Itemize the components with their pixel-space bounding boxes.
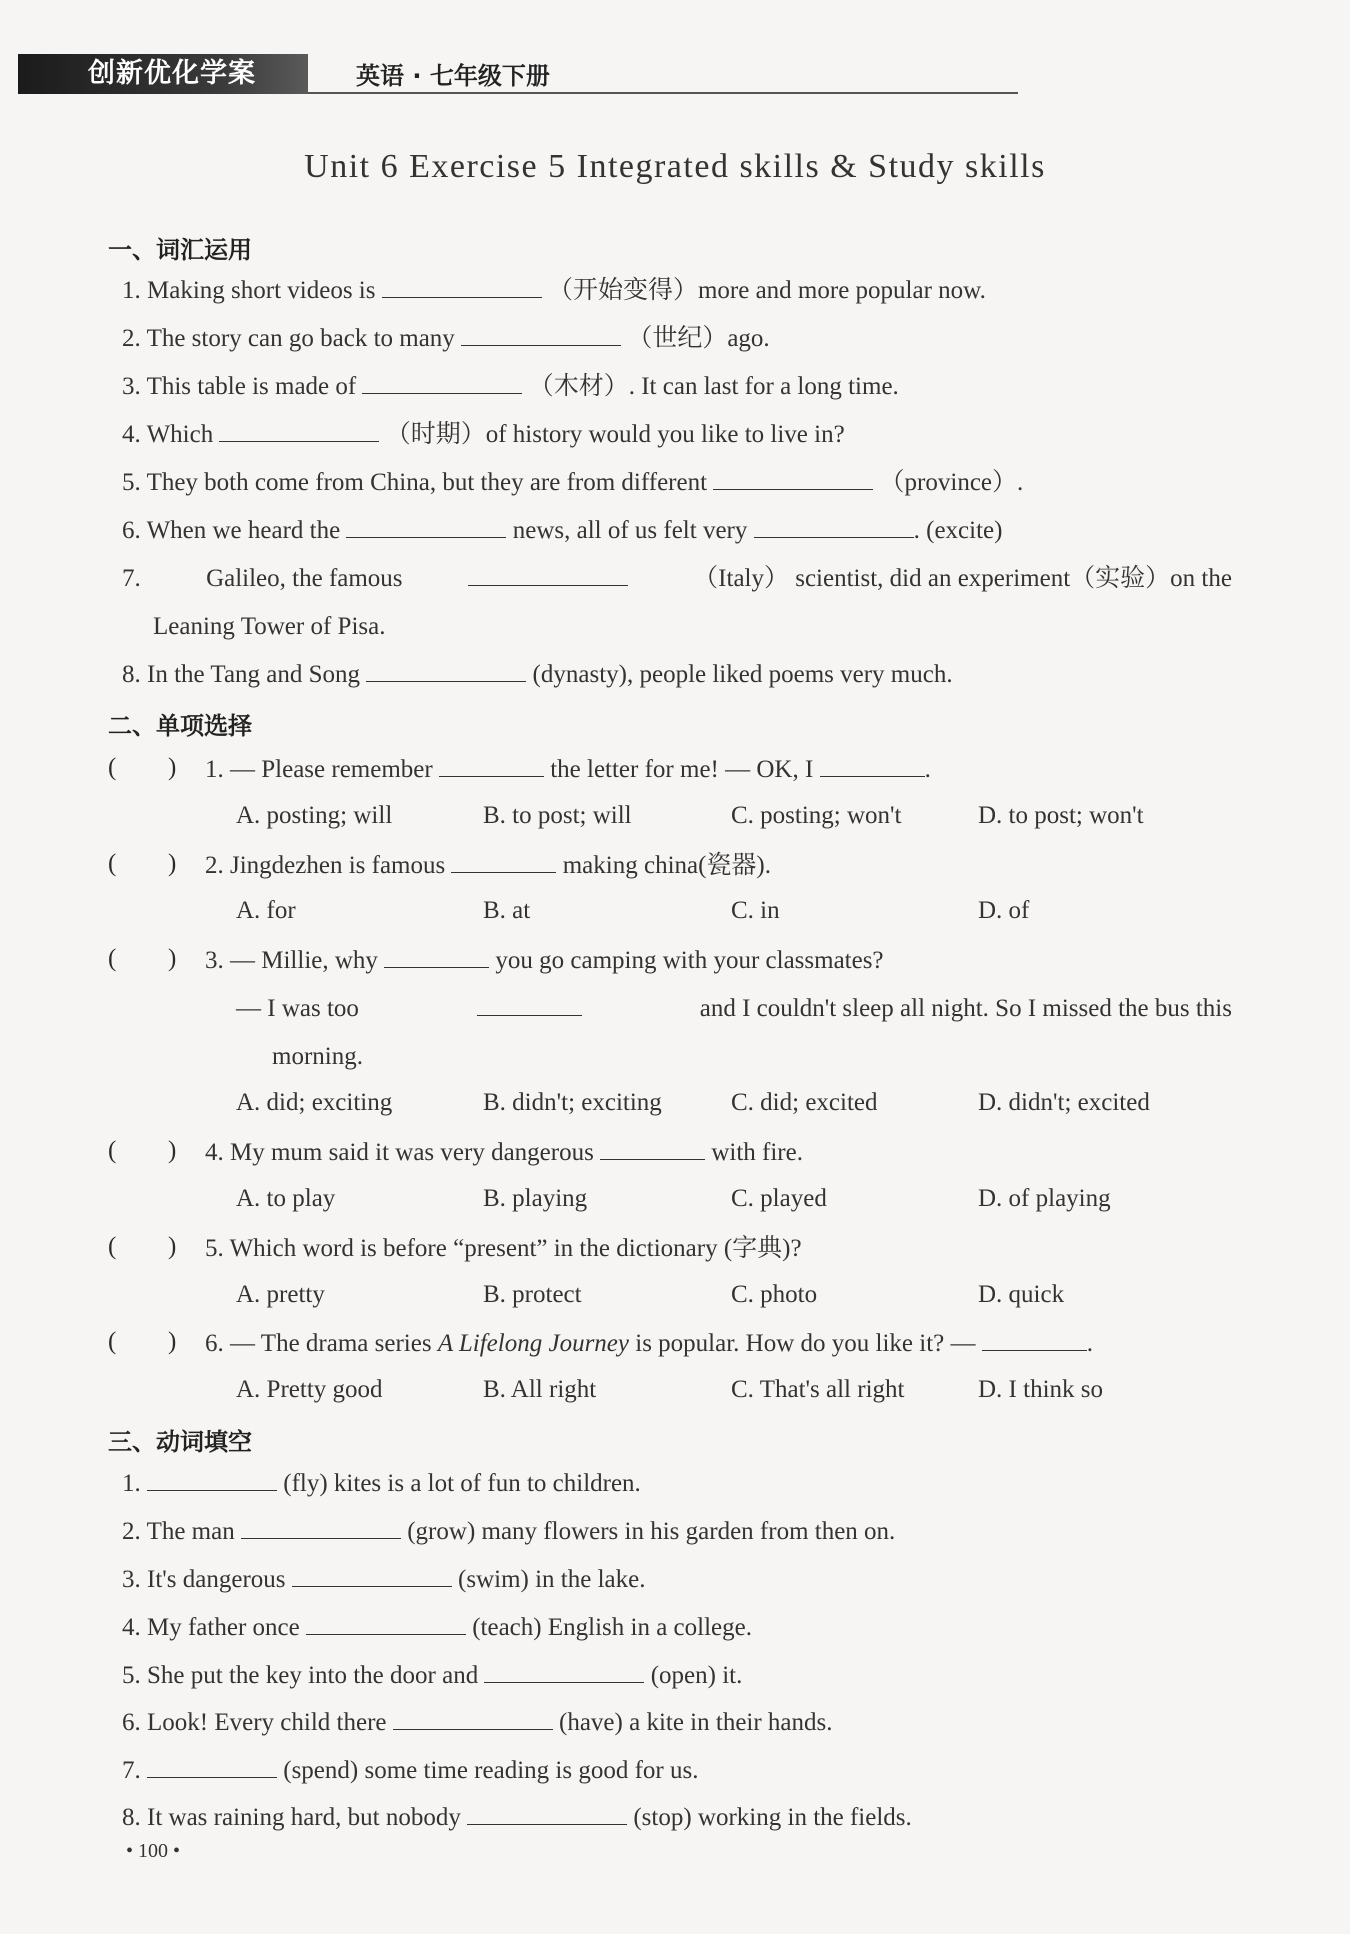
answer-blank[interactable]: [306, 1612, 466, 1635]
answer-paren[interactable]: ( ): [108, 754, 177, 781]
answer-blank[interactable]: [467, 1802, 627, 1825]
option-c[interactable]: C. in: [731, 897, 780, 924]
answer-blank[interactable]: [362, 371, 522, 394]
option-a[interactable]: A. pretty: [236, 1281, 325, 1308]
option-d[interactable]: D. to post; won't: [978, 802, 1144, 829]
option-c[interactable]: C. posting; won't: [731, 802, 902, 829]
section3-heading: 三、动词填空: [108, 1428, 252, 1456]
s3-item-2: 2. The man (grow) many flowers in his garden from then on.: [122, 1518, 896, 1545]
page-title: Unit 6 Exercise 5 Integrated skills & Study skills: [304, 148, 1046, 185]
option-b[interactable]: B. at: [483, 897, 531, 924]
answer-blank[interactable]: [982, 1328, 1087, 1351]
drama-title: A Lifelong Journey: [437, 1330, 629, 1357]
s3-item-8: 8. It was raining hard, but nobody (stop) working in the fields.: [122, 1804, 912, 1831]
s2-question-3-line3: morning.: [272, 1043, 363, 1070]
answer-blank[interactable]: [147, 1468, 277, 1491]
s3-item-4: 4. My father once (teach) English in a college.: [122, 1614, 752, 1641]
s2-question-5: 5. Which word is before “present” in the dictionary (字典)?: [205, 1235, 802, 1262]
option-b[interactable]: B. didn't; exciting: [483, 1089, 662, 1116]
s1-item-8: 8. In the Tang and Song (dynasty), people liked poems very much.: [122, 661, 953, 688]
answer-blank[interactable]: [468, 563, 628, 586]
s1-item-5: 5. They both come from China, but they are from different （province）.: [122, 469, 1024, 496]
answer-blank[interactable]: [600, 1137, 705, 1160]
option-a[interactable]: A. posting; will: [236, 802, 393, 829]
book-title: 英语 · 七年级下册: [356, 62, 550, 90]
option-c[interactable]: C. photo: [731, 1281, 818, 1308]
s2-question-3-line2: — I was too and I couldn't sleep all night. So I missed the bus this: [236, 995, 1232, 1022]
answer-blank[interactable]: [820, 754, 925, 777]
option-a[interactable]: A. to play: [236, 1185, 336, 1212]
page-number: • 100 •: [126, 1840, 181, 1862]
answer-paren[interactable]: ( ): [108, 850, 177, 877]
option-d[interactable]: D. quick: [978, 1281, 1065, 1308]
option-d[interactable]: D. of playing: [978, 1185, 1111, 1212]
answer-blank[interactable]: [393, 1707, 553, 1730]
answer-blank[interactable]: [754, 515, 914, 538]
s1-item-2: 2. The story can go back to many （世纪）ago.: [122, 325, 770, 352]
s1-item-6: 6. When we heard the news, all of us felt very . (excite): [122, 517, 1003, 544]
s1-item-7-cont: Leaning Tower of Pisa.: [153, 613, 386, 640]
option-a[interactable]: A. for: [236, 897, 296, 924]
s3-item-1: 1. (fly) kites is a lot of fun to children.: [122, 1470, 641, 1497]
answer-blank[interactable]: [241, 1516, 401, 1539]
series-title-band: [18, 54, 308, 94]
answer-blank[interactable]: [147, 1755, 277, 1778]
section2-heading: 二、单项选择: [108, 712, 252, 740]
answer-blank[interactable]: [292, 1564, 452, 1587]
option-b[interactable]: B. All right: [483, 1376, 597, 1403]
answer-paren[interactable]: ( ): [108, 945, 177, 972]
answer-blank[interactable]: [384, 945, 489, 968]
answer-blank[interactable]: [366, 659, 526, 682]
answer-blank[interactable]: [451, 850, 556, 873]
answer-paren[interactable]: ( ): [108, 1328, 177, 1355]
s3-item-5: 5. She put the key into the door and (open) it.: [122, 1662, 743, 1689]
s1-item-1: 1. Making short videos is （开始变得）more and more popular now.: [122, 277, 986, 304]
answer-blank[interactable]: [713, 467, 873, 490]
series-title: 创新优化学案: [88, 58, 256, 89]
option-c[interactable]: C. did; excited: [731, 1089, 878, 1116]
option-c[interactable]: C. That's all right: [731, 1376, 905, 1403]
s3-item-6: 6. Look! Every child there (have) a kite in their hands.: [122, 1709, 833, 1736]
option-c[interactable]: C. played: [731, 1185, 827, 1212]
answer-paren[interactable]: ( ): [108, 1137, 177, 1164]
answer-blank[interactable]: [346, 515, 506, 538]
s2-question-4: 4. My mum said it was very dangerous with fire.: [205, 1139, 803, 1166]
answer-paren[interactable]: ( ): [108, 1233, 177, 1260]
s2-question-2: 2. Jingdezhen is famous making china(瓷器).: [205, 852, 772, 879]
option-b[interactable]: B. protect: [483, 1281, 582, 1308]
answer-blank[interactable]: [461, 323, 621, 346]
option-b[interactable]: B. to post; will: [483, 802, 632, 829]
option-a[interactable]: A. did; exciting: [236, 1089, 393, 1116]
section1-heading: 一、词汇运用: [108, 236, 252, 264]
option-d[interactable]: D. I think so: [978, 1376, 1103, 1403]
s2-question-6: 6. — The drama series A Lifelong Journey is popular. How do you like it? — .: [205, 1330, 1093, 1357]
s2-question-1: 1. — Please remember the letter for me! — OK, I .: [205, 756, 931, 783]
answer-blank[interactable]: [439, 754, 544, 777]
option-d[interactable]: D. of: [978, 897, 1030, 924]
s2-question-3: 3. — Millie, why you go camping with your classmates?: [205, 947, 884, 974]
answer-blank[interactable]: [382, 275, 542, 298]
header-rule: [308, 92, 1018, 94]
answer-blank[interactable]: [484, 1660, 644, 1683]
s1-item-4: 4. Which （时期）of history would you like to live in?: [122, 421, 845, 448]
option-a[interactable]: A. Pretty good: [236, 1376, 383, 1403]
answer-blank[interactable]: [219, 419, 379, 442]
option-d[interactable]: D. didn't; excited: [978, 1089, 1150, 1116]
option-b[interactable]: B. playing: [483, 1185, 588, 1212]
s3-item-7: 7. (spend) some time reading is good for us.: [122, 1757, 699, 1784]
s3-item-3: 3. It's dangerous (swim) in the lake.: [122, 1566, 646, 1593]
s1-item-7: 7. Galileo, the famous （Italy） scientist, did an experiment（实验）on the: [122, 565, 1232, 592]
answer-blank[interactable]: [477, 993, 582, 1016]
s1-item-3: 3. This table is made of （木材）. It can last for a long time.: [122, 373, 899, 400]
